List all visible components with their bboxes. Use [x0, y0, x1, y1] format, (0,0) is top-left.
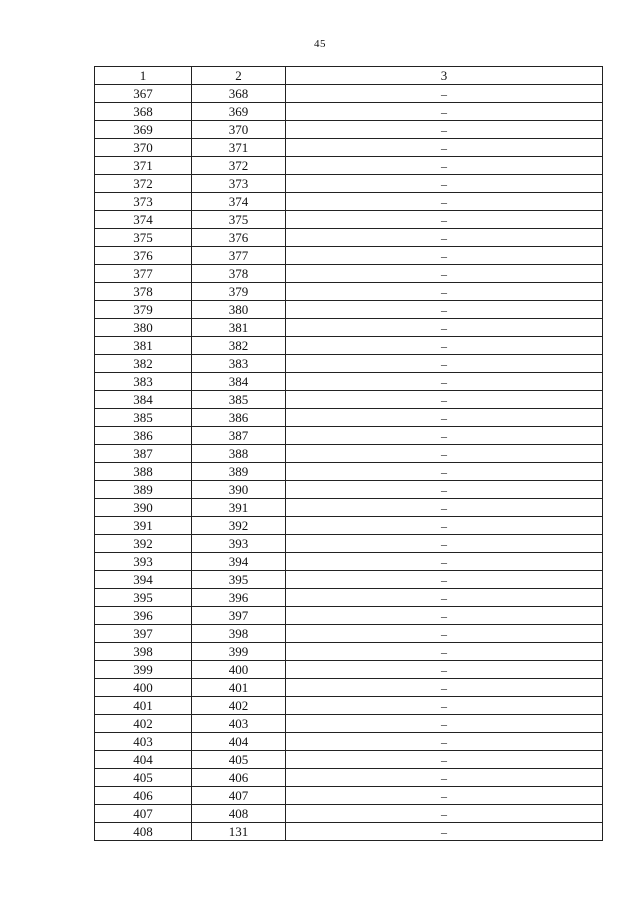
table-cell-col-1: 403 [95, 733, 192, 751]
table-cell-col-2: 401 [192, 679, 286, 697]
table-cell-col-2: 397 [192, 607, 286, 625]
table-row [95, 229, 603, 247]
table-cell-col-3: – [286, 301, 603, 319]
table-cell-col-3: – [286, 769, 603, 787]
table-cell-col-3: – [286, 409, 603, 427]
table-row [95, 283, 603, 301]
table-row [95, 481, 603, 499]
table-cell-col-1: 370 [95, 139, 192, 157]
table-cell-col-1: 375 [95, 229, 192, 247]
table-cell-col-1: 377 [95, 265, 192, 283]
table-row [95, 139, 603, 157]
table-cell-col-1: 402 [95, 715, 192, 733]
table-cell-col-1: 379 [95, 301, 192, 319]
table-cell-col-3: – [286, 265, 603, 283]
table-cell-col-1: 399 [95, 661, 192, 679]
table-body [95, 85, 603, 841]
column-header-1: 1 [95, 67, 192, 85]
table-row [95, 463, 603, 481]
table-cell-col-1: 397 [95, 625, 192, 643]
table-cell-col-3: – [286, 139, 603, 157]
table-cell-col-2: 391 [192, 499, 286, 517]
table-cell-col-3: – [286, 427, 603, 445]
table-cell-col-3: – [286, 625, 603, 643]
table-cell-col-1: 376 [95, 247, 192, 265]
table-cell-col-3: – [286, 373, 603, 391]
table-cell-col-2: 390 [192, 481, 286, 499]
table-cell-col-1: 371 [95, 157, 192, 175]
table-row [95, 175, 603, 193]
table-cell-col-1: 389 [95, 481, 192, 499]
table-cell-col-3: – [286, 535, 603, 553]
table-cell-col-3: – [286, 337, 603, 355]
table-cell-col-2: 383 [192, 355, 286, 373]
table-cell-col-2: 369 [192, 103, 286, 121]
table-cell-col-1: 388 [95, 463, 192, 481]
table-cell-col-1: 383 [95, 373, 192, 391]
table-cell-col-2: 371 [192, 139, 286, 157]
table-cell-col-2: 374 [192, 193, 286, 211]
table-cell-col-2: 408 [192, 805, 286, 823]
table-cell-col-2: 380 [192, 301, 286, 319]
table-cell-col-2: 392 [192, 517, 286, 535]
table-cell-col-3: – [286, 697, 603, 715]
table-row [95, 679, 603, 697]
table-cell-col-3: – [286, 355, 603, 373]
table-cell-col-1: 385 [95, 409, 192, 427]
table-cell-col-2: 406 [192, 769, 286, 787]
data-table [94, 66, 603, 841]
table-cell-col-1: 404 [95, 751, 192, 769]
table-cell-col-1: 369 [95, 121, 192, 139]
table-cell-col-1: 374 [95, 211, 192, 229]
table-cell-col-3: – [286, 499, 603, 517]
table-cell-col-2: 384 [192, 373, 286, 391]
table-cell-col-1: 387 [95, 445, 192, 463]
table-cell-col-1: 408 [95, 823, 192, 841]
table-cell-col-3: – [286, 193, 603, 211]
table-cell-col-2: 385 [192, 391, 286, 409]
table-row [95, 517, 603, 535]
table-row [95, 157, 603, 175]
table-cell-col-3: – [286, 589, 603, 607]
table-cell-col-2: 404 [192, 733, 286, 751]
table-row [95, 391, 603, 409]
table-cell-col-1: 368 [95, 103, 192, 121]
table-row [95, 445, 603, 463]
table-cell-col-1: 391 [95, 517, 192, 535]
table-row [95, 427, 603, 445]
table-cell-col-1: 378 [95, 283, 192, 301]
table-cell-col-3: – [286, 517, 603, 535]
table-cell-col-1: 384 [95, 391, 192, 409]
table-row [95, 535, 603, 553]
table-row [95, 733, 603, 751]
table-cell-col-3: – [286, 733, 603, 751]
table-cell-col-2: 372 [192, 157, 286, 175]
table-cell-col-2: 376 [192, 229, 286, 247]
table-row [95, 409, 603, 427]
table-cell-col-2: 382 [192, 337, 286, 355]
table-cell-col-2: 405 [192, 751, 286, 769]
table-cell-col-3: – [286, 805, 603, 823]
table-cell-col-3: – [286, 553, 603, 571]
table-cell-col-2: 400 [192, 661, 286, 679]
table-row [95, 211, 603, 229]
table-cell-col-2: 368 [192, 85, 286, 103]
table-row [95, 625, 603, 643]
table-cell-col-2: 403 [192, 715, 286, 733]
table-cell-col-1: 390 [95, 499, 192, 517]
table-row [95, 769, 603, 787]
table-cell-col-1: 381 [95, 337, 192, 355]
table-cell-col-1: 405 [95, 769, 192, 787]
table-row [95, 103, 603, 121]
table-row [95, 499, 603, 517]
table-cell-col-3: – [286, 283, 603, 301]
table-cell-col-2: 387 [192, 427, 286, 445]
table-cell-col-2: 386 [192, 409, 286, 427]
table-cell-col-2: 395 [192, 571, 286, 589]
table-cell-col-2: 402 [192, 697, 286, 715]
table-cell-col-2: 389 [192, 463, 286, 481]
table-cell-col-3: – [286, 643, 603, 661]
table-cell-col-3: – [286, 445, 603, 463]
column-header-3: 3 [286, 67, 603, 85]
table-cell-col-2: 388 [192, 445, 286, 463]
table-cell-col-3: – [286, 175, 603, 193]
table-row [95, 607, 603, 625]
table-cell-col-2: 394 [192, 553, 286, 571]
table-cell-col-3: – [286, 463, 603, 481]
table-cell-col-2: 399 [192, 643, 286, 661]
table-cell-col-1: 406 [95, 787, 192, 805]
table-row [95, 751, 603, 769]
table-cell-col-1: 401 [95, 697, 192, 715]
table-cell-col-2: 381 [192, 319, 286, 337]
table-cell-col-1: 392 [95, 535, 192, 553]
table-cell-col-3: – [286, 571, 603, 589]
table-cell-col-3: – [286, 157, 603, 175]
table-row [95, 373, 603, 391]
table-cell-col-2: 407 [192, 787, 286, 805]
table-cell-col-3: – [286, 391, 603, 409]
table-row [95, 337, 603, 355]
table-cell-col-3: – [286, 823, 603, 841]
table-header [95, 67, 603, 85]
table-cell-col-1: 393 [95, 553, 192, 571]
table-row [95, 805, 603, 823]
table-cell-col-1: 396 [95, 607, 192, 625]
table-cell-col-3: – [286, 319, 603, 337]
table-row [95, 571, 603, 589]
table-cell-col-3: – [286, 787, 603, 805]
table-row [95, 553, 603, 571]
table-cell-col-2: 378 [192, 265, 286, 283]
table-cell-col-1: 367 [95, 85, 192, 103]
table-row [95, 715, 603, 733]
table-cell-col-3: – [286, 661, 603, 679]
table-cell-col-2: 375 [192, 211, 286, 229]
table-cell-col-1: 373 [95, 193, 192, 211]
table-cell-col-3: – [286, 247, 603, 265]
table-cell-col-2: 377 [192, 247, 286, 265]
table-cell-col-2: 396 [192, 589, 286, 607]
table-row [95, 661, 603, 679]
table-cell-col-2: 373 [192, 175, 286, 193]
table-row [95, 697, 603, 715]
table-cell-col-2: 379 [192, 283, 286, 301]
table-cell-col-2: 370 [192, 121, 286, 139]
table-cell-col-1: 400 [95, 679, 192, 697]
table-cell-col-3: – [286, 607, 603, 625]
table-cell-col-3: – [286, 751, 603, 769]
header-row [95, 67, 603, 85]
table-cell-col-1: 380 [95, 319, 192, 337]
table-cell-col-1: 395 [95, 589, 192, 607]
table-cell-col-2: 131 [192, 823, 286, 841]
table-row [95, 247, 603, 265]
table-cell-col-3: – [286, 211, 603, 229]
table-row [95, 643, 603, 661]
table-row [95, 85, 603, 103]
table-cell-col-3: – [286, 103, 603, 121]
table-cell-col-3: – [286, 679, 603, 697]
table-cell-col-1: 386 [95, 427, 192, 445]
table-cell-col-1: 407 [95, 805, 192, 823]
table-row [95, 787, 603, 805]
table-row [95, 319, 603, 337]
table-cell-col-3: – [286, 715, 603, 733]
table-row [95, 121, 603, 139]
table-cell-col-3: – [286, 85, 603, 103]
table-cell-col-3: – [286, 229, 603, 247]
table-row [95, 301, 603, 319]
table-cell-col-1: 382 [95, 355, 192, 373]
table-row [95, 823, 603, 841]
table-cell-col-3: – [286, 481, 603, 499]
table-row [95, 589, 603, 607]
page-number: 45 [314, 38, 326, 50]
table-row [95, 265, 603, 283]
table-row [95, 355, 603, 373]
column-header-2: 2 [192, 67, 286, 85]
table-row [95, 193, 603, 211]
table-cell-col-2: 393 [192, 535, 286, 553]
table-cell-col-1: 394 [95, 571, 192, 589]
table-cell-col-3: – [286, 121, 603, 139]
table-cell-col-1: 372 [95, 175, 192, 193]
table-cell-col-1: 398 [95, 643, 192, 661]
table-cell-col-2: 398 [192, 625, 286, 643]
